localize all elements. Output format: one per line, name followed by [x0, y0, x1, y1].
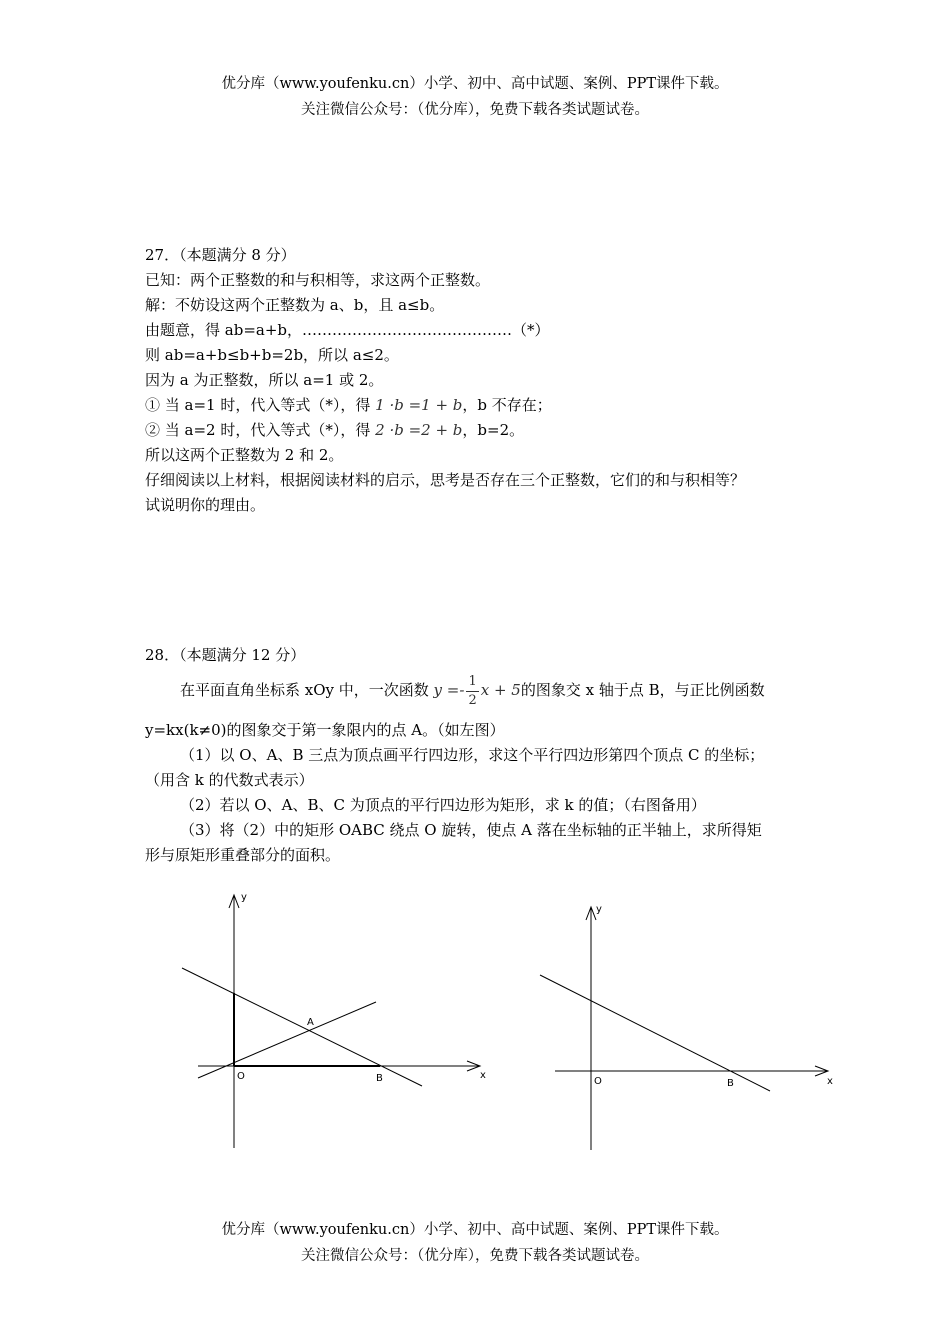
- label-y: y: [241, 892, 247, 903]
- q28-line-function: [180, 672, 765, 710]
- header-line-1: 优分库（www.youfenku.cn）小学、初中、高中试题、案例、PPT课件下载。: [221, 76, 729, 92]
- equation-part: y =-: [433, 681, 465, 699]
- q28-line: （2）若以 O、A、B、C 为顶点的平行四边形为矩形，求 k 的值；（右图备用）: [180, 796, 706, 814]
- fraction: [466, 673, 478, 710]
- q27-line: 解：不妨设这两个正整数为 a、b，且 a≤b。: [145, 296, 445, 314]
- text: 在平面直角坐标系 xOy 中，一次函数: [180, 681, 434, 699]
- q27-line-case2: [145, 419, 524, 441]
- label-a: A: [307, 1017, 314, 1028]
- q27-line: 仔细阅读以上材料，根据阅读材料的启示，思考是否存在三个正整数，它们的和与积相等？: [145, 471, 746, 489]
- q28-line: （1）以 O、A、B 三点为顶点画平行四边形，求这个平行四边形第四个顶点 C 的坐标；: [180, 746, 765, 764]
- q27-line-case1: [145, 394, 552, 416]
- q27-line: 则 ab=a+b≤b+b=2b，所以 a≤2。: [145, 346, 399, 364]
- label-b: B: [727, 1078, 734, 1089]
- text: ，b=2。: [462, 421, 525, 439]
- text: ② 当 a=2 时，代入等式（*），得: [145, 421, 376, 439]
- line-linear-function: [182, 968, 422, 1086]
- text: 的图象交 x 轴于点 B，与正比例函数: [520, 681, 765, 699]
- q28-line: （用含 k 的代数式表示）: [145, 771, 314, 789]
- q28-line: （3）将（2）中的矩形 OABC 绕点 O 旋转，使点 A 落在坐标轴的正半轴上，求所得矩: [180, 821, 762, 839]
- text: ① 当 a=1 时，代入等式（*），得: [145, 396, 376, 414]
- figure-right: [530, 895, 840, 1160]
- denominator: 2: [468, 692, 477, 708]
- header-line-2: 关注微信公众号：（优分库），免费下载各类试题试卷。: [301, 102, 649, 118]
- equation: 2 ·b =2 + b: [375, 421, 463, 439]
- equation-part: x + 5: [480, 681, 521, 699]
- q28-line: 形与原矩形重叠部分的面积。: [145, 846, 341, 864]
- label-x: x: [480, 1070, 486, 1081]
- text: ，b 不存在；: [462, 396, 552, 414]
- line-linear-function: [540, 975, 770, 1091]
- q27-line: 已知：两个正整数的和与积相等，求这两个正整数。: [145, 271, 491, 289]
- q28-title: 28．（本题满分 12 分）: [145, 646, 306, 664]
- q27-line: 所以这两个正整数为 2 和 2。: [145, 446, 344, 464]
- label-o: O: [594, 1076, 602, 1087]
- label-b: B: [376, 1073, 383, 1084]
- q27-title: 27．（本题满分 8 分）: [145, 246, 296, 264]
- label-o: O: [237, 1071, 245, 1082]
- footer-line-1: 优分库（www.youfenku.cn）小学、初中、高中试题、案例、PPT课件下载。: [221, 1222, 729, 1238]
- q28-line: y=kx(k≠0)的图象交于第一象限内的点 A。（如左图）: [145, 721, 505, 739]
- q27-line: 因为 a 为正整数，所以 a=1 或 2。: [145, 371, 384, 389]
- figure-left: [170, 880, 500, 1160]
- q27-line: 试说明你的理由。: [145, 496, 266, 514]
- label-y: y: [596, 904, 602, 915]
- equation: 1 ·b =1 + b: [375, 396, 463, 414]
- numerator: 1: [466, 673, 478, 692]
- footer-line-2: 关注微信公众号：（优分库），免费下载各类试题试卷。: [301, 1248, 649, 1264]
- q27-line: 由题意，得 ab=a+b，……………………………………（*）: [145, 321, 550, 339]
- label-x: x: [827, 1076, 833, 1087]
